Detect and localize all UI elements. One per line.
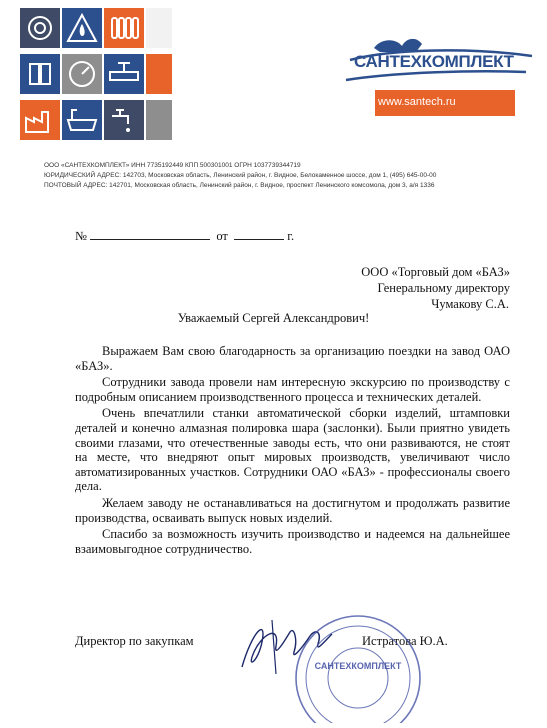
signatory-name: Истратова Ю.А. [362,634,448,648]
paragraph: Спасибо за возможность изучить производство и надеемся на дальнейшее взаимовыгодное сотрудничество. [75,527,510,556]
radiator-icon [104,8,144,48]
paragraph: Очень впечатлили станки автоматической сборки изделий, штамповки деталей и конечно алмазная полировка шара (заслонки). Были приятно увидеть своими глазами, что отечественные заводы есть, что они развиваются, не стоят на месте, что внедряют опыт мировых производств, увеличивают число автоматизированных участков. Сотрудники ОАО «БАЗ» - профессионалы своего дела. [75,406,510,494]
number-label: № [75,229,87,243]
faucet-icon [104,100,144,140]
gauge-icon [62,54,102,94]
valve-icon [104,54,144,94]
requisites-line: ООО «САНТЕХКОМПЛЕКТ» ИНН 7735192449 КПП 500301001 ОГРН 1037739344719 [44,162,301,169]
paragraph: Сотрудники завода провели нам интересную экскурсию по производству с подробным описанием производственного процесса и технических деталей. [75,375,510,404]
date-from-label: от [216,229,228,243]
year-suffix: г. [287,229,295,243]
fire-warning-icon [62,8,102,48]
addressee-name: Чумакову С.А. [431,297,509,311]
boiler-icon [20,54,60,94]
greeting: Уважаемый Сергей Александрович! [177,311,370,325]
requisites-legal-address: ЮРИДИЧЕСКИЙ АДРЕС: 142703, Московская область, Ленинский район, г. Видное, Белокаменное шоссе, дом 1, (495) 645-00-00 [44,172,437,179]
addressee-position: Генеральному директору [377,281,510,295]
addressee-company: ООО «Торговый дом «БАЗ» [361,265,510,279]
date-blank [234,228,284,240]
paragraph: Выражаем Вам свою благодарность за организацию поездки на завод ОАО «БАЗ». [75,344,510,373]
company-stamp [292,612,422,728]
reference-line [75,228,294,244]
website-link[interactable]: www.santech.ru [378,96,456,108]
logo-tile-grid [20,8,272,146]
factory-icon [20,100,60,140]
radiator-fan-icon [20,8,60,48]
stamp-center-text: САНТЕХКОМПЛЕКТ [314,661,402,671]
signatory-role: Директор по закупкам [75,634,194,648]
company-logo-text: САНТЕХКОМПЛЕКТ [354,52,514,71]
bathtub-icon [62,100,102,140]
requisites-postal-address: ПОЧТОВЫЙ АДРЕС: 142701, Московская область, Ленинский район, г. Видное, проспект Ленинского комсомола, дом 3, а/я 1336 [44,182,435,189]
letter-body [75,344,510,558]
paragraph: Желаем заводу не останавливаться на достигнутом и продолжать развитие производства, осваивать выпуск новых изделий. [75,495,510,525]
number-blank [90,228,210,240]
